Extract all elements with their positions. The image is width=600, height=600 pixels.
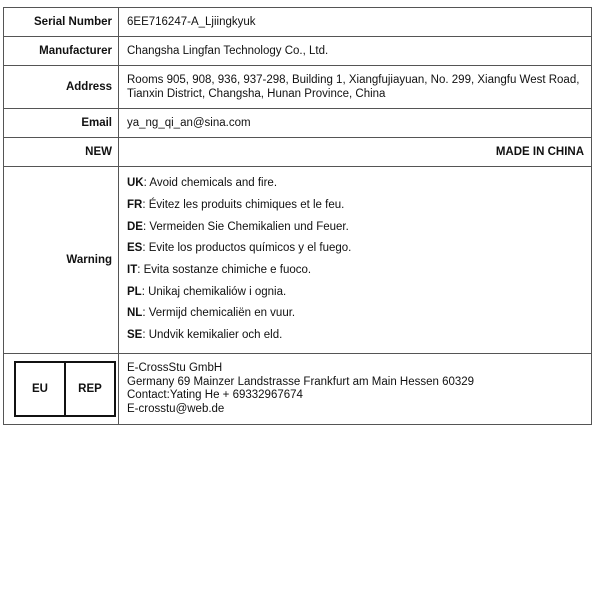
warning-code: DE — [127, 220, 143, 233]
manufacturer-value: Changsha Lingfan Technology Co., Ltd. — [119, 37, 592, 66]
warning-text: : Évitez les produits chimiques et le feu. — [142, 198, 345, 211]
warning-code: NL — [127, 307, 143, 320]
eu-rep-row — [4, 354, 592, 425]
serial-number-row — [4, 8, 592, 37]
warning-text: : Evita sostanze chimiche e fuoco. — [137, 264, 312, 276]
warning-text: : Evite los productos químicos y el fuego. — [142, 242, 352, 255]
warning-line-it — [127, 260, 584, 282]
warning-line-uk — [127, 173, 584, 195]
rep-badge-text: REP — [78, 383, 102, 395]
warning-line-de — [127, 217, 584, 239]
email-row — [4, 109, 592, 138]
warning-code: ES — [127, 242, 143, 255]
new-label: NEW — [4, 138, 119, 167]
warning-row — [4, 167, 592, 354]
warning-line-pl — [127, 282, 584, 304]
warning-code: UK — [127, 177, 144, 190]
eu-rep-company: E-CrossStu GmbH — [127, 362, 223, 374]
serial-number-label: Serial Number — [4, 8, 119, 37]
warning-line-nl — [127, 303, 584, 325]
warning-list — [119, 167, 592, 354]
eu-rep-details — [119, 354, 592, 425]
address-value: Rooms 905, 908, 936, 937-298, Building 1, Xiangfujiayuan, No. 299, Xiangfu West Road, Tianxin District, Changsha, Hunan Province, China — [119, 66, 592, 109]
warning-code: SE — [127, 329, 143, 342]
warning-text: : Vermeiden Sie Chemikalien und Feuer. — [142, 220, 349, 233]
warning-text: : Vermijd chemicaliën en vuur. — [142, 307, 296, 320]
warning-line-se — [127, 325, 584, 347]
warning-label: Warning — [4, 167, 119, 354]
product-label-table — [3, 7, 592, 425]
eu-badge-text: EU — [16, 363, 66, 415]
warning-text: : Avoid chemicals and fire. — [143, 177, 278, 190]
eu-rep-badge-cell — [4, 354, 119, 425]
warning-line-fr — [127, 195, 584, 217]
made-in-china-value: MADE IN CHINA — [119, 138, 592, 167]
email-value: ya_ng_qi_an@sina.com — [119, 109, 592, 138]
eu-rep-email: E-crosstu@web.de — [127, 402, 225, 415]
warning-code: PL — [127, 285, 142, 298]
email-label: Email — [4, 109, 119, 138]
manufacturer-label: Manufacturer — [4, 37, 119, 66]
eu-rep-address: Germany 69 Mainzer Landstrasse Frankfurt am Main Hessen 60329 — [127, 375, 475, 388]
warning-text: : Undvik kemikalier och eld. — [142, 329, 283, 342]
warning-code: FR — [127, 198, 143, 211]
address-label: Address — [4, 66, 119, 109]
eu-rep-contact: Contact:Yating He + 69332967674 — [127, 389, 303, 401]
eu-rep-badge — [14, 361, 116, 417]
warning-text: : Unikaj chemikaliów i ognia. — [141, 285, 287, 298]
warning-code: IT — [127, 264, 138, 276]
address-row — [4, 66, 592, 109]
serial-number-value: 6EE716247-A_Ljiingkyuk — [119, 8, 592, 37]
new-row — [4, 138, 592, 167]
warning-line-es — [127, 238, 584, 260]
manufacturer-row — [4, 37, 592, 66]
